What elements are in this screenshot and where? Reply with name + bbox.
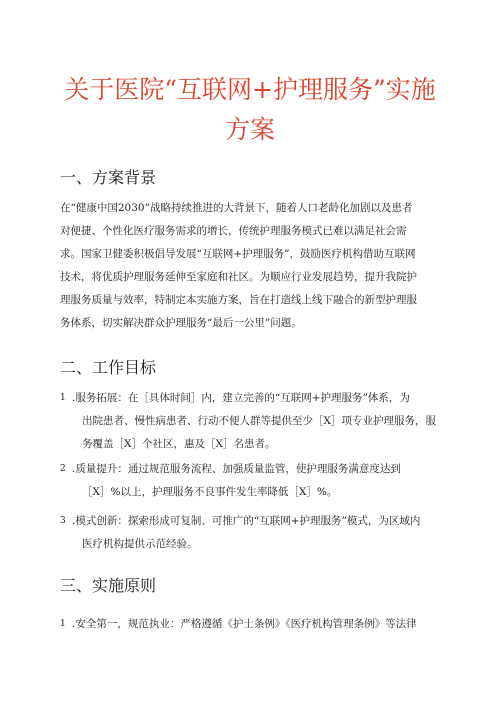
background-paragraph <box>60 197 448 335</box>
list-item-line: 出院患者、慢性病患者、行动不便人群等提供至少［X］项专业护理服务，服 <box>82 415 436 427</box>
list-item <box>60 458 450 504</box>
list-item <box>60 613 450 636</box>
list-item-line: .质量提升：通过规范服务流程、加强质量监管，使护理服务满意度达到 <box>72 463 401 475</box>
list-item-number: 1 <box>60 619 66 629</box>
section-heading-goals: 二、工作目标 <box>60 358 157 377</box>
document-title-line-1: 关于医院“互联网+护理服务”实施 <box>64 75 436 104</box>
paragraph-line: 对便捷、个性化医疗服务需求的增长，传统护理服务模式已难以满足社会需 <box>60 225 407 237</box>
document-title-line-2: 方案 <box>224 115 275 144</box>
paragraph-line: 在“健康中国2030”战略持续推进的大背景下，随着人口老龄化加剧以及患者 <box>60 202 413 214</box>
list-item-line: 务覆盖［X］个社区，惠及［X］名患者。 <box>82 438 276 450</box>
list-item-line: 医疗机构提供示范经验。 <box>82 538 198 550</box>
list-item-line: ［X］%以上，护理服务不良事件发生率降低［X］%。 <box>82 486 338 498</box>
list-item-number: 2 <box>60 464 66 474</box>
section-heading-background: 一、方案背景 <box>60 168 157 187</box>
list-item-line: .安全第一，规范执业：严格遵循《护士条例》《医疗机构管理条例》等法律 <box>72 618 417 630</box>
list-item <box>60 510 450 556</box>
list-item <box>60 387 450 456</box>
list-item-line: .模式创新：探索形成可复制、可推广的“互联网+护理服务”模式，为区域内 <box>72 515 421 527</box>
list-item-number: 1 <box>60 393 66 403</box>
paragraph-line: 务体系，切实解决群众护理服务“最后一公里”问题。 <box>60 317 302 329</box>
list-item-line: .服务拓展：在［具体时间］内，建立完善的“互联网+护理服务”体系，为 <box>72 392 410 404</box>
section-heading-principles: 三、实施原则 <box>60 576 157 595</box>
paragraph-line: 理服务质量与效率，特制定本实施方案，旨在打造线上线下融合的新型护理服 <box>60 294 417 306</box>
paragraph-line: 求。国家卫健委积极倡导发展“互联网+护理服务”，鼓励医疗机构借助互联网 <box>60 248 416 260</box>
list-item-number: 3 <box>60 516 66 526</box>
paragraph-line: 技术，将优质护理服务延伸至家庭和社区。为顺应行业发展趋势，提升我院护 <box>60 271 417 283</box>
